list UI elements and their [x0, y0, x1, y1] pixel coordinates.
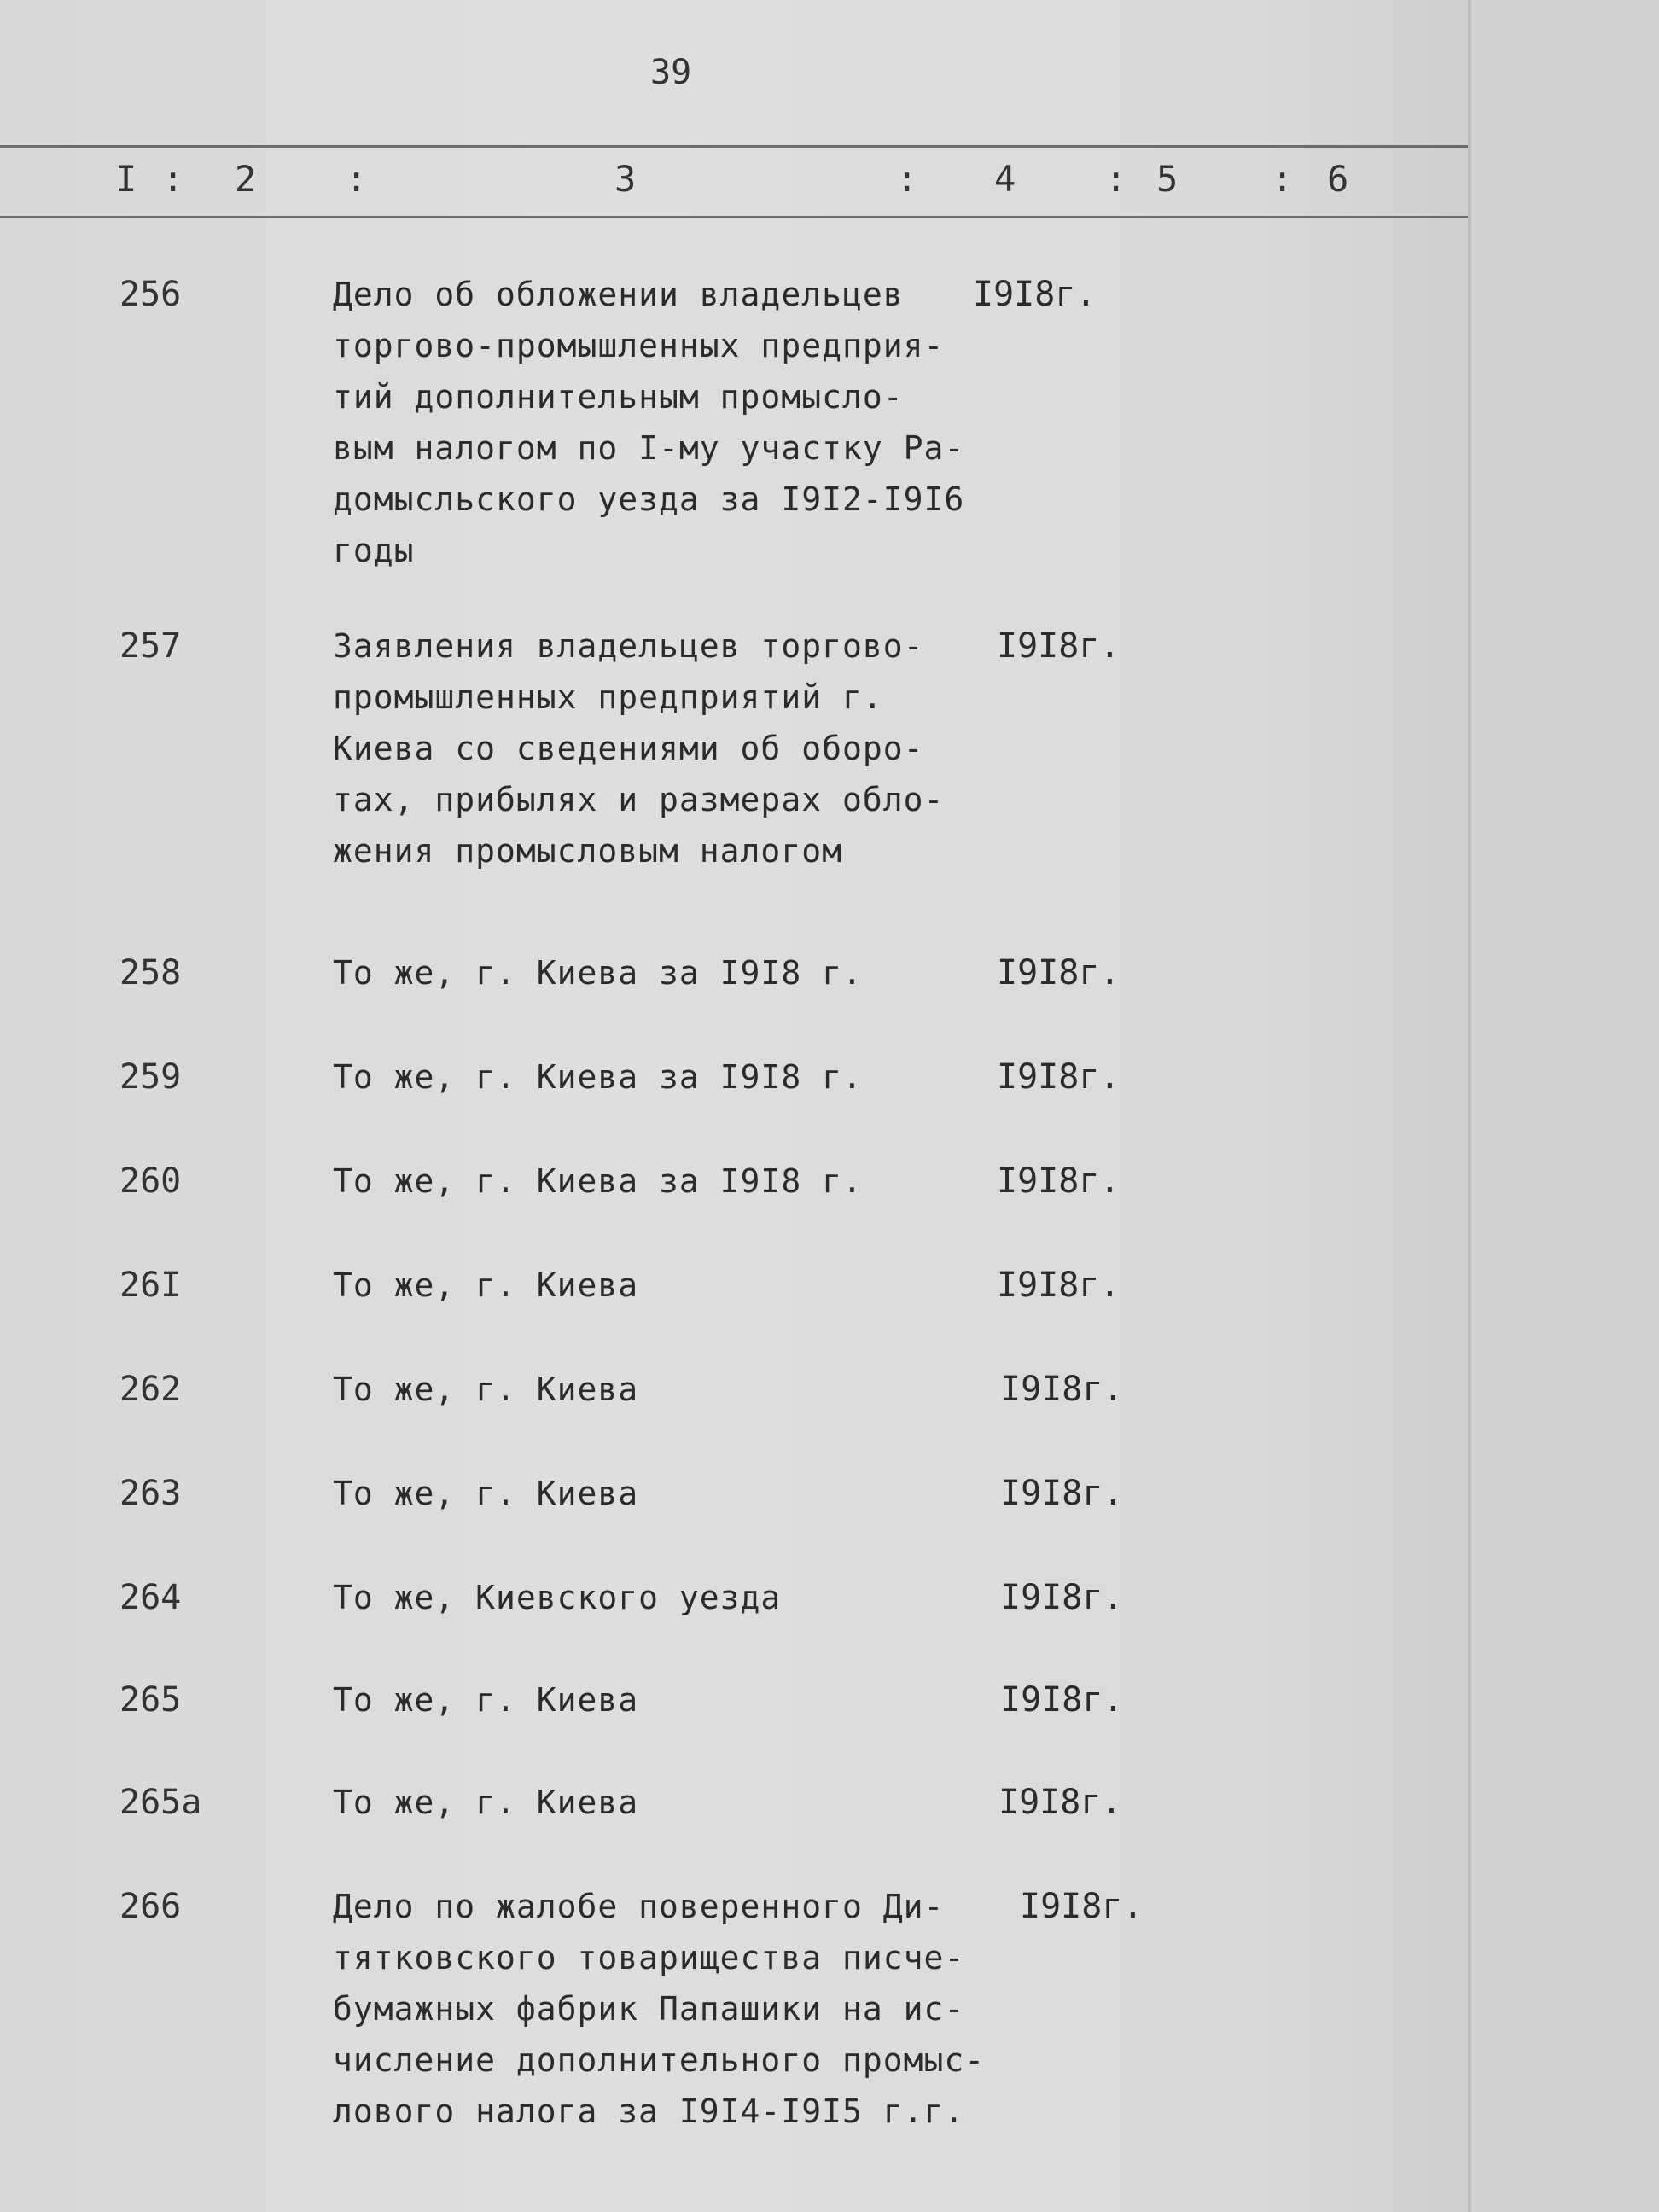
entry-number: 265а: [119, 1783, 202, 1822]
column-header-2: 2: [235, 158, 257, 200]
entry-year: I9I8г.: [1000, 1578, 1124, 1617]
entry-year: I9I8г.: [997, 1161, 1121, 1201]
entry-year: I9I8г.: [997, 626, 1121, 666]
entry-title: То же, г. Киева: [333, 1784, 639, 1821]
entry-number: 260: [119, 1161, 182, 1201]
entry-number: 26I: [119, 1266, 182, 1305]
entry-number: 258: [119, 953, 182, 992]
entry-title: То же, г. Киева за I9I8 г.: [333, 1162, 863, 1200]
entry-title: То же, г. Киева за I9I8 г.: [333, 1058, 863, 1096]
column-header-1: I: [115, 158, 137, 200]
entry-number: 257: [119, 626, 182, 666]
column-separator: :: [896, 158, 918, 200]
entry-title: Заявления владельцев торгово- промышленных предприятий г. Киева со сведениями об оборо- тах, прибылях и размерах обло- жения промысловым налогом: [333, 627, 945, 870]
entry-number: 262: [119, 1370, 182, 1409]
entry-title: То же, г. Киева: [333, 1681, 639, 1719]
entry-year: I9I8г.: [1000, 1370, 1124, 1409]
column-header-5: 5: [1156, 158, 1179, 200]
column-header-6: 6: [1327, 158, 1349, 200]
entry-title: То же, г. Киева: [333, 1371, 639, 1408]
header-rule-top: [0, 145, 1468, 148]
column-header-4: 4: [994, 158, 1016, 200]
entry-number: 256: [119, 275, 182, 314]
column-separator: :: [1272, 158, 1294, 200]
entry-year: I9I8г.: [1000, 1680, 1124, 1720]
entry-year: I9I8г.: [1000, 1474, 1124, 1513]
entry-year: I9I8г.: [997, 953, 1121, 992]
entry-year: I9I8г.: [1020, 1887, 1144, 1926]
entry-number: 265: [119, 1680, 182, 1720]
entry-number: 266: [119, 1887, 182, 1926]
entry-number: 263: [119, 1474, 182, 1513]
entry-title: То же, г. Киева: [333, 1266, 639, 1304]
entry-title: Дело об обложении владельцев торгово-промышленных предприя- тий дополнительным промысло- вым налогом по I-му участку Ра- домысльского уезда за I9I2-I9I6 годы: [333, 276, 965, 569]
column-header-3: 3: [614, 158, 637, 200]
column-separator: :: [162, 158, 184, 200]
entry-number: 264: [119, 1578, 182, 1617]
entry-title: Дело по жалобе поверенного Ди- тятковского товарищества писче- бумажных фабрик Папашики на ис- числение дополнительного промыс- лового налога за I9I4-I9I5 г.г.: [333, 1888, 986, 2130]
entry-title: То же, г. Киева за I9I8 г.: [333, 954, 863, 992]
entry-year: I9I8г.: [997, 1266, 1121, 1305]
entry-title: То же, г. Киева: [333, 1475, 639, 1512]
entry-year: I9I8г.: [997, 1057, 1121, 1097]
entry-number: 259: [119, 1057, 182, 1097]
entry-title: То же, Киевского уезда: [333, 1579, 782, 1616]
entry-year: I9I8г.: [998, 1783, 1122, 1822]
page-edge: [1468, 0, 1471, 2212]
page-number: 39: [650, 53, 692, 92]
entry-year: I9I8г.: [973, 275, 1097, 314]
column-separator: :: [346, 158, 368, 200]
column-separator: :: [1105, 158, 1127, 200]
header-rule-bottom: [0, 216, 1468, 218]
